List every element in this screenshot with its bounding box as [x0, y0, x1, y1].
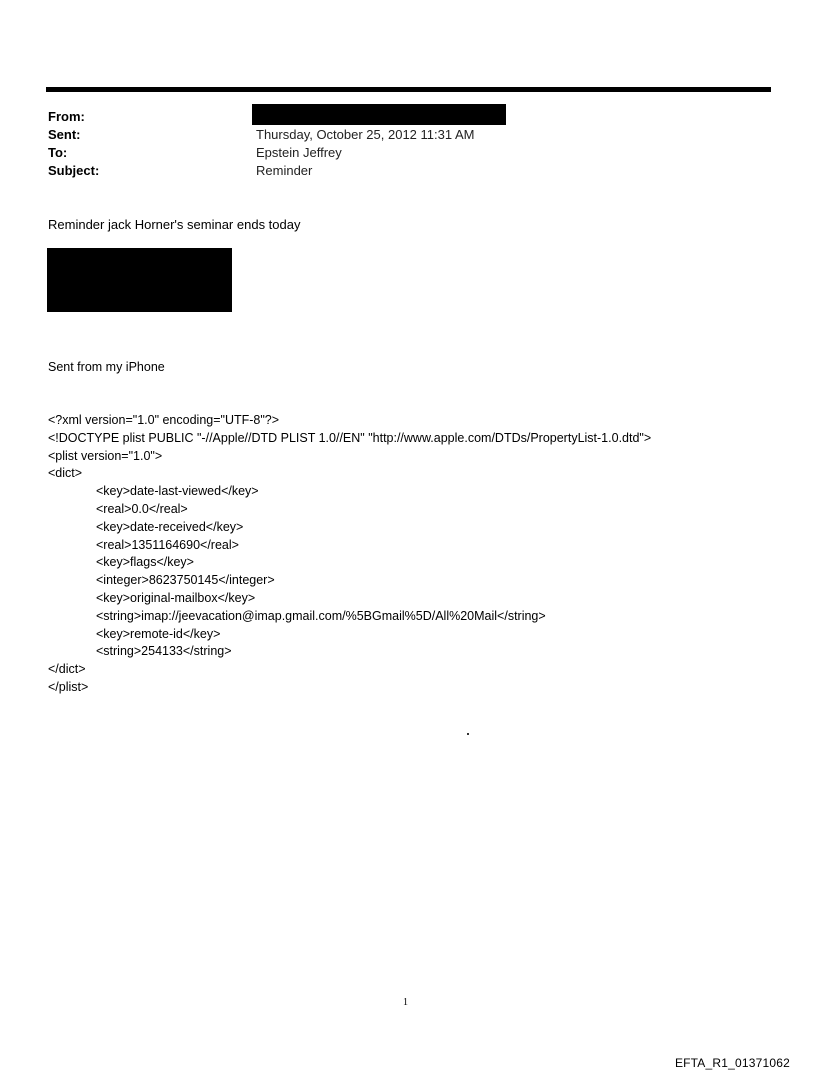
- signature-redaction: [47, 248, 232, 312]
- plist-block: [48, 323, 651, 715]
- plist-line: <real>0.0</real>: [96, 501, 188, 516]
- sent-label: Sent:: [48, 127, 81, 142]
- plist-line: <?xml version="1.0" encoding="UTF-8"?>: [48, 412, 280, 427]
- signature-line: Sent from my iPhone: [48, 359, 165, 374]
- bates-number: EFTA_R1_01371062: [674, 1056, 790, 1070]
- plist-line: <plist version="1.0">: [48, 448, 163, 463]
- plist-line: <dict>: [48, 466, 83, 481]
- to-label: To:: [48, 145, 68, 160]
- plist-line: <key>date-last-viewed</key>: [96, 484, 259, 499]
- sent-row: [48, 126, 474, 144]
- subject-label: Subject:: [48, 163, 100, 178]
- scan-speck: [467, 733, 469, 735]
- plist-line: <string>254133</string>: [96, 644, 232, 659]
- subject-row: [48, 162, 474, 180]
- email-body: Reminder jack Horner's seminar ends today: [48, 217, 301, 232]
- plist-line: <real>1351164690</real>: [96, 537, 239, 552]
- header-rule: [46, 87, 771, 92]
- sent-value: Thursday, October 25, 2012 11:31 AM: [256, 127, 475, 142]
- to-row: [48, 144, 474, 162]
- plist-lines: [48, 412, 651, 697]
- subject-value: Reminder: [256, 163, 313, 178]
- plist-line: <key>flags</key>: [96, 555, 194, 570]
- plist-line: </plist>: [48, 679, 89, 694]
- plist-line: <key>date-received</key>: [96, 519, 244, 534]
- plist-line: <integer>8623750145</integer>: [96, 573, 275, 588]
- plist-line: <key>remote-id</key>: [96, 626, 221, 641]
- from-redaction: [252, 104, 506, 125]
- plist-line: <!DOCTYPE plist PUBLIC "-//Apple//DTD PLIST 1.0//EN" "http://www.apple.com/DTDs/PropertyList-1.0.dtd">: [48, 430, 652, 445]
- plist-line: <string>imap://jeevacation@imap.gmail.com/%5BGmail%5D/All%20Mail</string>: [96, 608, 546, 623]
- plist-line: <key>original-mailbox</key>: [96, 590, 256, 605]
- plist-line: </dict>: [48, 662, 86, 677]
- to-value: Epstein Jeffrey: [256, 145, 342, 160]
- from-label: From:: [48, 109, 85, 124]
- page-number: 1: [403, 997, 408, 1008]
